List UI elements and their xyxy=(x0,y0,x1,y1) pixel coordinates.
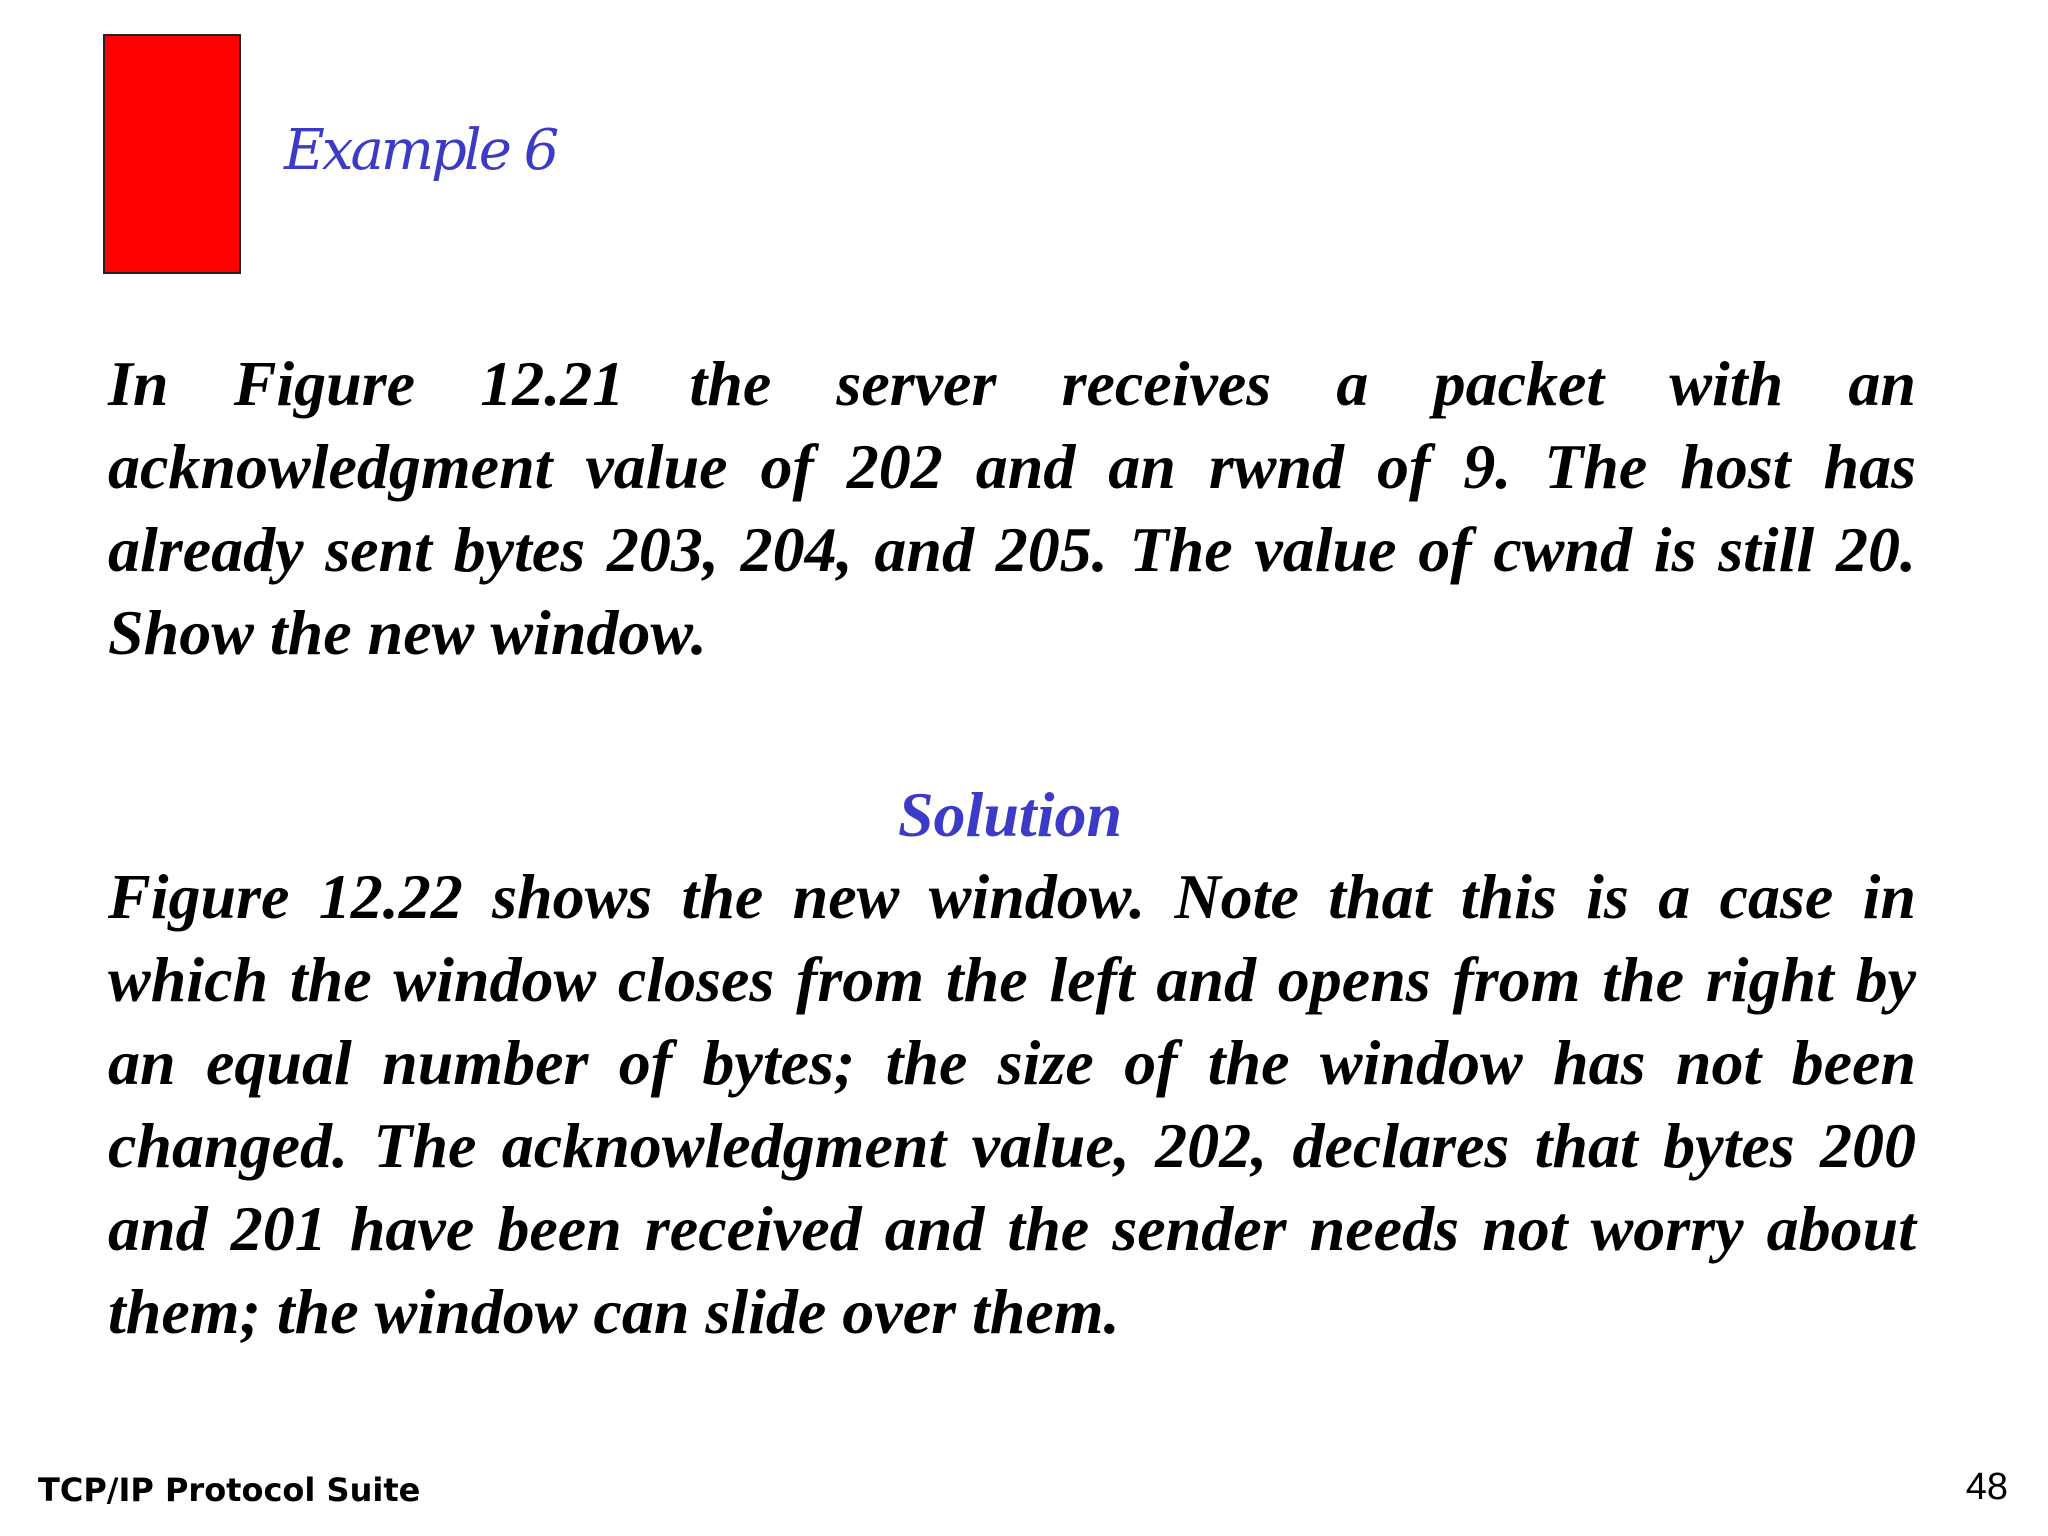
page-number: 48 xyxy=(1965,1466,2008,1508)
solution-text: Figure 12.22 shows the new window. Note that this is a case in which the window closes from the left and opens from the right by an equal number of bytes; the size of the window has not been changed. The acknowledgment value, 202, declares that bytes 200 and 201 have been received and the sender needs not worry about them; the window can slide over them. xyxy=(108,861,1916,1347)
red-accent-block xyxy=(103,34,241,274)
problem-statement: In Figure 12.21 the server receives a packet with an acknowledgment value of 202 and an rwnd of 9. The host has already sent bytes 203, 204, and 205. The value of cwnd is still 20. Show the new window. xyxy=(108,348,1916,668)
slide-title: Example 6 xyxy=(284,118,557,183)
footer-source: TCP/IP Protocol Suite xyxy=(38,1471,421,1509)
solution-heading: Solution xyxy=(897,779,1123,850)
